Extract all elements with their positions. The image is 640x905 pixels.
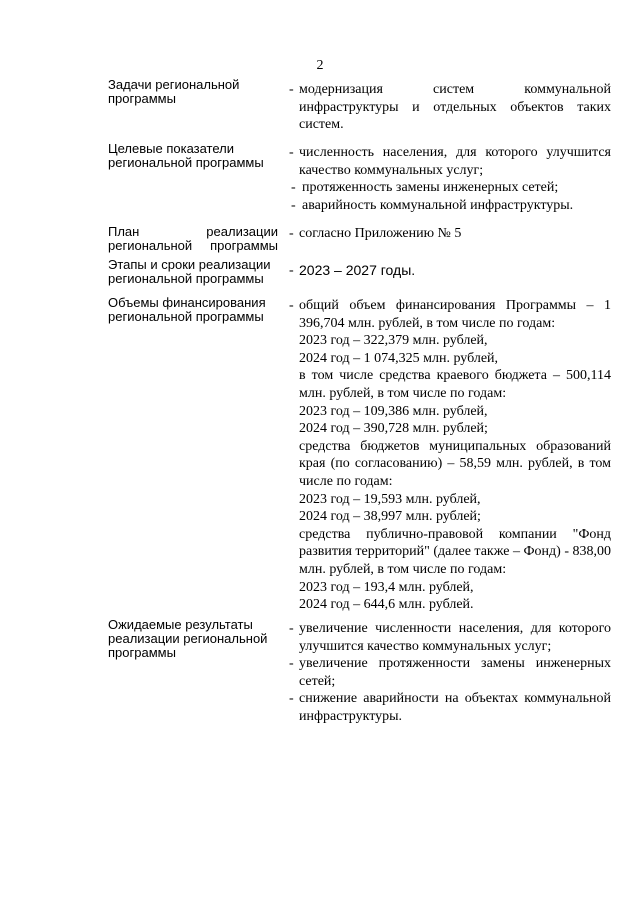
dash-bullet: -: [291, 197, 296, 213]
list-item: - численность населения, для которого улучшится качество коммунальных услуг;: [289, 145, 611, 178]
row-content-results: [289, 620, 611, 726]
list-item: - протяженность замены инженерных сетей;: [291, 180, 559, 196]
list-item: - снижение аварийности на объектах коммунальной инфраструктуры.: [289, 691, 611, 724]
row-label-financing: Объемы финансирования региональной программы: [108, 295, 266, 324]
row-content-indicators: [289, 144, 611, 214]
page-number: 2: [316, 58, 324, 73]
financing-line: 2024 год – 38,997 млн. рублей;: [299, 509, 481, 525]
row-content-plan: [289, 225, 611, 243]
dash-bullet: -: [289, 691, 294, 707]
financing-fund: средства публично-правовой компании "Фонд развития территорий" (далее также – Фонд) - 838,00 млн. рублей, в том числе по годам:: [299, 526, 611, 577]
row-label-results: Ожидаемые результаты реализации региональной программы: [108, 617, 268, 660]
dash-bullet: -: [291, 180, 296, 196]
row-content-tasks: [289, 81, 611, 134]
dash-bullet: -: [289, 145, 294, 160]
row-label-stages: Этапы и сроки реализации региональной программы: [108, 257, 271, 286]
financing-line: 2023 год – 322,379 млн. рублей,: [299, 333, 488, 349]
dash-bullet: -: [289, 226, 294, 241]
financing-line: 2023 год – 193,4 млн. рублей,: [299, 579, 474, 595]
row-content-financing: [289, 297, 611, 614]
list-item: - согласно Приложению № 5: [289, 226, 462, 241]
row-label-tasks: Задачи региональной программы: [108, 77, 240, 106]
row-label-indicators: Целевые показатели региональной программы: [108, 141, 264, 170]
list-item: - увеличение численности населения, для которого улучшится качество коммунальных услуг;: [289, 621, 611, 654]
financing-line: 2024 год – 390,728 млн. рублей;: [299, 421, 488, 437]
dash-bullet: -: [289, 656, 294, 672]
row-content-stages: [289, 262, 611, 281]
dash-bullet: -: [289, 263, 294, 278]
financing-line: 2023 год – 19,593 млн. рублей,: [299, 491, 481, 507]
financing-total: - общий объем финансирования Программы – 1 396,704 млн. рублей, в том числе по годам:: [289, 298, 611, 331]
list-item: - 2023 – 2027 годы.: [289, 262, 416, 278]
financing-line: 2024 год – 644,6 млн. рублей.: [299, 597, 474, 613]
financing-line: 2024 год – 1 074,325 млн. рублей,: [299, 350, 499, 366]
list-item: - увеличение протяженности замены инженерных сетей;: [289, 656, 611, 689]
financing-regional-budget: в том числе средства краевого бюджета – 500,114 млн. рублей, в том числе по годам:: [299, 368, 611, 401]
dash-bullet: -: [289, 82, 294, 97]
financing-line: 2023 год – 109,386 млн. рублей,: [299, 403, 488, 419]
list-item: - модернизация систем коммунальной инфраструктуры и отдельных объектов таких систем.: [289, 82, 611, 133]
dash-bullet: -: [289, 298, 294, 313]
row-label-plan: План реализации региональной программы: [108, 224, 278, 253]
dash-bullet: -: [289, 621, 294, 636]
financing-municipal-budget: средства бюджетов муниципальных образований края (по согласованию) – 58,59 млн. рублей, в том числе по годам:: [299, 438, 611, 489]
list-item: - аварийность коммунальной инфраструктуры.: [291, 197, 574, 213]
